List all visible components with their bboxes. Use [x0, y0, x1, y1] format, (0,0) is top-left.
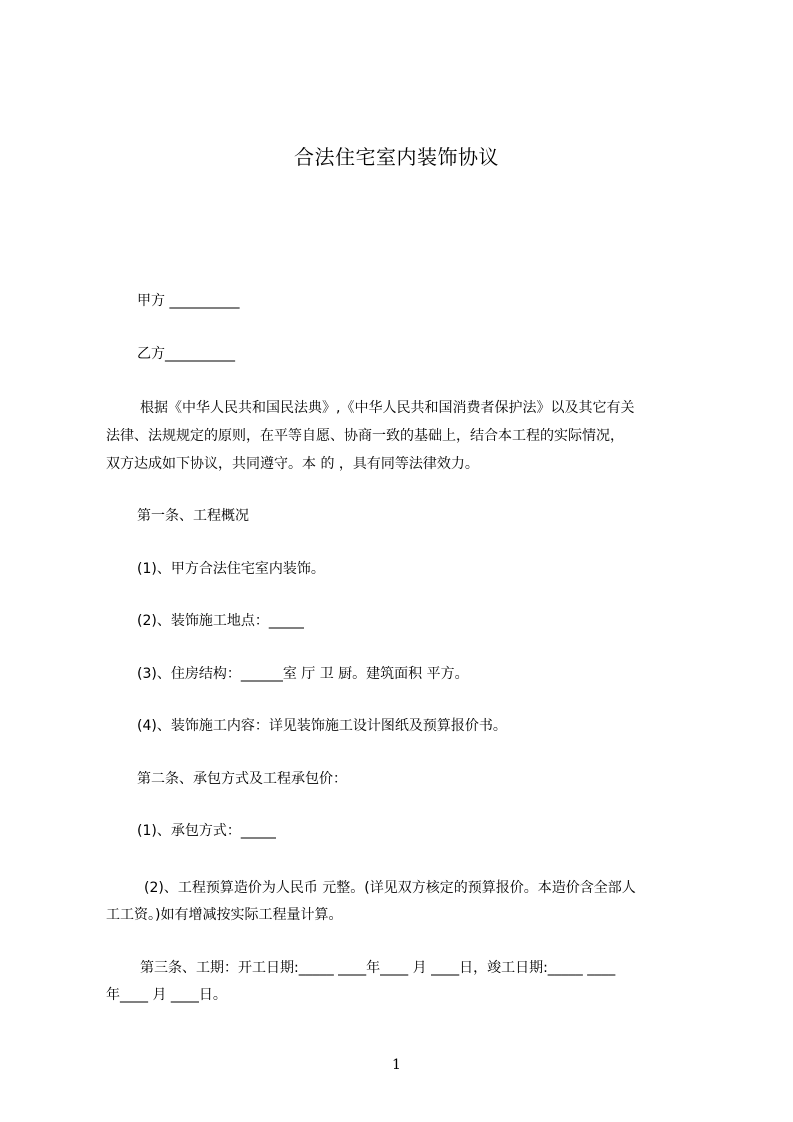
article2-item-2-line-2: 工工资。)如有增减按实际工程量计算。 — [106, 907, 343, 923]
preamble-line-2: 法律、法规规定的原则，在平等自愿、协商一致的基础上，结合本工程的实际情况， — [106, 428, 624, 444]
party-a-line: 甲方 __________ — [137, 293, 240, 309]
article1-item-1: (1)、甲方合法住宅室内装饰。 — [137, 561, 325, 577]
article1-item-2: (2)、装饰施工地点：_____ — [137, 613, 304, 629]
party-b-line: 乙方__________ — [137, 346, 235, 362]
article2-item-1: (1)、承包方式：_____ — [137, 823, 276, 839]
document-title: 合法住宅室内装饰协议 — [294, 145, 499, 169]
article1-item-3: (3)、住房结构：______室 厅 卫 厨。建筑面积 平方。 — [137, 666, 469, 682]
article3-line-2: 年____ 月 ____日。 — [106, 987, 227, 1003]
article1-item-4: (4)、装饰施工内容：详见装饰施工设计图纸及预算报价书。 — [137, 718, 507, 734]
preamble-line-1: 根据《中华人民共和国民法典》,《中华人民共和国消费者保护法》以及其它有关 — [140, 400, 635, 416]
article1-heading: 第一条、工程概况 — [137, 508, 249, 524]
preamble-line-3: 双方达成如下协议，共同遵守。本 的 ，具有同等法律效力。 — [106, 456, 479, 472]
article2-item-2-line-1: (2)、工程预算造价为人民币 元整。(详见双方核定的预算报价。本造价含全部人 — [144, 880, 636, 896]
article2-heading: 第二条、承包方式及工程承包价： — [137, 771, 347, 787]
page-number: 1 — [392, 1057, 401, 1073]
article3-line-1: 第三条、工期：开工日期:_____ ____年____ 月 ____日，竣工日期:_____ ____ — [140, 960, 616, 976]
